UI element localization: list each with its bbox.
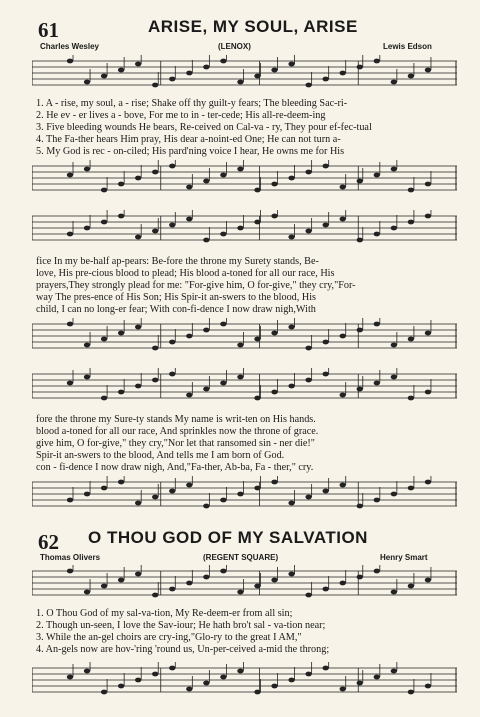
note-head (305, 229, 311, 234)
note-head (186, 71, 192, 76)
note-head (271, 68, 277, 73)
note-head (186, 687, 192, 692)
note-head (118, 390, 124, 395)
hymn-61-bass-staff-1 (32, 160, 457, 200)
note-head (220, 381, 226, 386)
note-head (357, 65, 363, 70)
note-head (84, 80, 90, 85)
note-head (340, 393, 346, 398)
note-head (101, 486, 107, 491)
note-head (118, 331, 124, 336)
note-head (186, 581, 192, 586)
note-head (67, 322, 73, 327)
note-head (391, 226, 397, 231)
note-head (271, 684, 277, 689)
note-head (135, 384, 141, 389)
note-head (340, 334, 346, 339)
note-head (305, 378, 311, 383)
note-head (271, 390, 277, 395)
note-head (271, 331, 277, 336)
note-head (118, 182, 124, 187)
note-head (408, 584, 414, 589)
note-head (357, 328, 363, 333)
note-head (101, 396, 107, 401)
note-head (374, 173, 380, 178)
note-head (288, 678, 294, 683)
lyric-line: 3. While the an-gel choirs are cry-ing,"Glo-ry to the great I AM," (36, 632, 302, 643)
note-head (254, 337, 260, 342)
note-head (135, 325, 141, 330)
note-head (254, 584, 260, 589)
note-head (340, 687, 346, 692)
note-head (220, 498, 226, 503)
note-head (237, 343, 243, 348)
note-head (322, 587, 328, 592)
note-head (425, 182, 431, 187)
note-head (288, 62, 294, 67)
note-head (186, 393, 192, 398)
note-head (186, 334, 192, 339)
hymn-62-treble-staff-1 (32, 565, 457, 605)
note-head (135, 678, 141, 683)
note-head (374, 232, 380, 237)
note-head (101, 584, 107, 589)
lyric-line: way The pres-ence of His Son; His Spir-it an-swers to the blood, His (36, 292, 317, 303)
note-head (288, 176, 294, 181)
note-head (118, 578, 124, 583)
note-head (374, 675, 380, 680)
note-head (408, 188, 414, 193)
note-head (186, 185, 192, 190)
note-head (288, 572, 294, 577)
note-head (305, 495, 311, 500)
hymn-62-tune: (REGENT SQUARE) (203, 553, 279, 562)
hymn-61-author: Charles Wesley (40, 42, 99, 51)
note-head (118, 480, 124, 485)
lyric-line: fice In my be-half ap-pears: Be-fore the throne my Surety stands, Be- (36, 256, 319, 267)
lyric-line: 2. Though un-seen, I love the Sav-iour; He hath bro't sal - va-tion near; (36, 620, 326, 631)
note-head (84, 226, 90, 231)
note-head (391, 669, 397, 674)
note-head (169, 489, 175, 494)
note-head (84, 343, 90, 348)
hymn-62-author: Thomas Olivers (40, 553, 101, 562)
hymn-61-lyrics-2 (36, 256, 456, 316)
note-head (322, 489, 328, 494)
note-head (152, 672, 158, 677)
note-head (408, 74, 414, 79)
hymn-62-number: 62 (38, 530, 59, 554)
note-head (118, 684, 124, 689)
note-head (169, 372, 175, 377)
note-head (425, 480, 431, 485)
note-head (391, 492, 397, 497)
note-head (152, 495, 158, 500)
note-head (135, 235, 141, 240)
note-head (220, 59, 226, 64)
note-head (425, 68, 431, 73)
note-head (169, 587, 175, 592)
note-head (271, 578, 277, 583)
note-head (357, 387, 363, 392)
lyric-line: love, His pre-cious blood to plead; His blood a-toned for all our race, His (36, 268, 335, 279)
note-head (322, 223, 328, 228)
note-head (203, 387, 209, 392)
note-head (374, 381, 380, 386)
hymn-61-lyrics-1 (36, 98, 456, 158)
note-head (220, 569, 226, 574)
lyric-line: 3. Five bleeding wounds He bears, Re-ceived on Cal-va - ry, They pour ef-fec-tual (36, 122, 372, 133)
note-head (203, 681, 209, 686)
note-head (340, 483, 346, 488)
lyric-line: 1. O Thou God of my sal-va-tion, My Re-deem-er from all sin; (36, 608, 293, 619)
hymn-61-title: ARISE, MY SOUL, ARISE (148, 17, 358, 36)
note-head (84, 375, 90, 380)
note-head (118, 214, 124, 219)
hymn-61-treble-staff-2 (32, 210, 457, 250)
note-head (357, 179, 363, 184)
note-head (340, 217, 346, 222)
note-head (254, 690, 260, 695)
note-head (305, 593, 311, 598)
lyric-line: fore the throne my Sure-ty stands My name is writ-ten on His hands. (36, 414, 316, 425)
note-head (288, 235, 294, 240)
note-head (169, 340, 175, 345)
note-head (101, 337, 107, 342)
note-head (391, 167, 397, 172)
note-head (254, 396, 260, 401)
lyric-line: blood a-toned for all our race, And sprinkles now the throne of grace. (36, 426, 319, 437)
note-head (101, 74, 107, 79)
note-head (67, 675, 73, 680)
note-head (67, 569, 73, 574)
note-head (322, 340, 328, 345)
note-head (237, 669, 243, 674)
note-head (84, 167, 90, 172)
note-head (67, 232, 73, 237)
note-head (220, 322, 226, 327)
note-head (357, 681, 363, 686)
hymn-61-bass-staff-2 (32, 318, 457, 358)
note-head (254, 188, 260, 193)
note-head (135, 62, 141, 67)
note-head (203, 238, 209, 243)
note-head (220, 173, 226, 178)
note-head (186, 483, 192, 488)
note-head (408, 396, 414, 401)
note-head (237, 167, 243, 172)
note-head (84, 492, 90, 497)
note-head (374, 569, 380, 574)
lyric-line: 2. He ev - er lives a - bove, For me to in - ter-cede; His all-re-deem-ing (36, 110, 326, 121)
lyric-line: child, I can no long-er fear; With con-fi-dence I now draw nigh,With (36, 304, 316, 315)
note-head (152, 229, 158, 234)
lyric-line: 5. My God is rec - on-ciled; His pard'ning voice I hear, He owns me for His (36, 146, 345, 157)
note-head (357, 575, 363, 580)
note-head (237, 80, 243, 85)
note-head (425, 214, 431, 219)
note-head (237, 375, 243, 380)
note-head (288, 501, 294, 506)
note-head (101, 220, 107, 225)
note-head (203, 65, 209, 70)
note-head (254, 486, 260, 491)
hymn-61-tune: (LENOX) (218, 42, 251, 51)
note-head (152, 170, 158, 175)
hymn-61-treble-staff-3 (32, 368, 457, 408)
lyric-line: give him, O for-give," they cry,"Nor let that ransomed sin - ner die!" (36, 438, 315, 449)
note-head (408, 690, 414, 695)
note-head (152, 83, 158, 88)
hymn-61-treble-staff-1 (32, 55, 457, 95)
note-head (288, 325, 294, 330)
note-head (220, 675, 226, 680)
note-head (408, 486, 414, 491)
note-head (84, 669, 90, 674)
note-head (169, 223, 175, 228)
note-head (118, 68, 124, 73)
note-head (67, 173, 73, 178)
note-head (67, 59, 73, 64)
note-head (203, 328, 209, 333)
note-head (340, 581, 346, 586)
note-head (391, 343, 397, 348)
note-head (169, 77, 175, 82)
lyric-line: Spir-it an-swers to the blood, And tells me I am born of God. (36, 450, 285, 461)
note-head (305, 170, 311, 175)
note-head (391, 375, 397, 380)
note-head (357, 504, 363, 509)
note-head (391, 590, 397, 595)
lyric-line: 4. The Fa-ther hears Him pray, His dear a-noint-ed One; He can not turn a- (36, 134, 341, 145)
note-head (374, 498, 380, 503)
note-head (391, 80, 397, 85)
note-head (271, 182, 277, 187)
note-head (322, 77, 328, 82)
lyric-line: prayers,They strongly plead for me: "For-give him, O for-give," they cry,"For- (36, 280, 356, 291)
note-head (67, 381, 73, 386)
note-head (322, 372, 328, 377)
hymn-62-bass-staff-1 (32, 662, 457, 702)
note-head (425, 390, 431, 395)
note-head (135, 501, 141, 506)
note-head (271, 214, 277, 219)
note-head (305, 83, 311, 88)
note-head (237, 226, 243, 231)
hymn-62-lyrics-1 (36, 608, 456, 656)
note-head (425, 684, 431, 689)
note-head (271, 480, 277, 485)
note-head (101, 188, 107, 193)
note-head (374, 322, 380, 327)
note-head (101, 690, 107, 695)
note-head (357, 238, 363, 243)
note-head (135, 176, 141, 181)
note-head (408, 337, 414, 342)
note-head (152, 593, 158, 598)
lyric-line: 4. An-gels now are hov-'ring 'round us, Un-per-ceived a-mid the throng; (36, 644, 330, 655)
note-head (254, 74, 260, 79)
note-head (220, 232, 226, 237)
note-head (288, 384, 294, 389)
lyric-line: 1. A - rise, my soul, a - rise; Shake off thy guilt-y fears; The bleeding Sac-ri- (36, 98, 348, 109)
hymn-61-bass-staff-3 (32, 476, 457, 516)
note-head (254, 220, 260, 225)
note-head (425, 578, 431, 583)
hymn-62-title: O THOU GOD OF MY SALVATION (88, 528, 368, 547)
note-head (203, 504, 209, 509)
hymn-61-number: 61 (38, 18, 59, 42)
note-head (67, 498, 73, 503)
note-head (322, 666, 328, 671)
note-head (135, 572, 141, 577)
note-head (340, 185, 346, 190)
note-head (237, 590, 243, 595)
note-head (237, 492, 243, 497)
note-head (169, 666, 175, 671)
note-head (305, 672, 311, 677)
note-head (305, 346, 311, 351)
note-head (374, 59, 380, 64)
note-head (152, 378, 158, 383)
note-head (322, 164, 328, 169)
note-head (408, 220, 414, 225)
hymn-62-composer: Henry Smart (380, 553, 428, 562)
note-head (152, 346, 158, 351)
note-head (203, 575, 209, 580)
hymn-61-lyrics-3 (36, 414, 456, 474)
lyric-line: con - fi-dence I now draw nigh, And,"Fa-ther, Ab-ba, Fa - ther," cry. (36, 462, 314, 473)
hymn-61-composer: Lewis Edson (383, 42, 432, 51)
note-head (340, 71, 346, 76)
note-head (186, 217, 192, 222)
note-head (203, 179, 209, 184)
note-head (425, 331, 431, 336)
note-head (84, 590, 90, 595)
note-head (169, 164, 175, 169)
